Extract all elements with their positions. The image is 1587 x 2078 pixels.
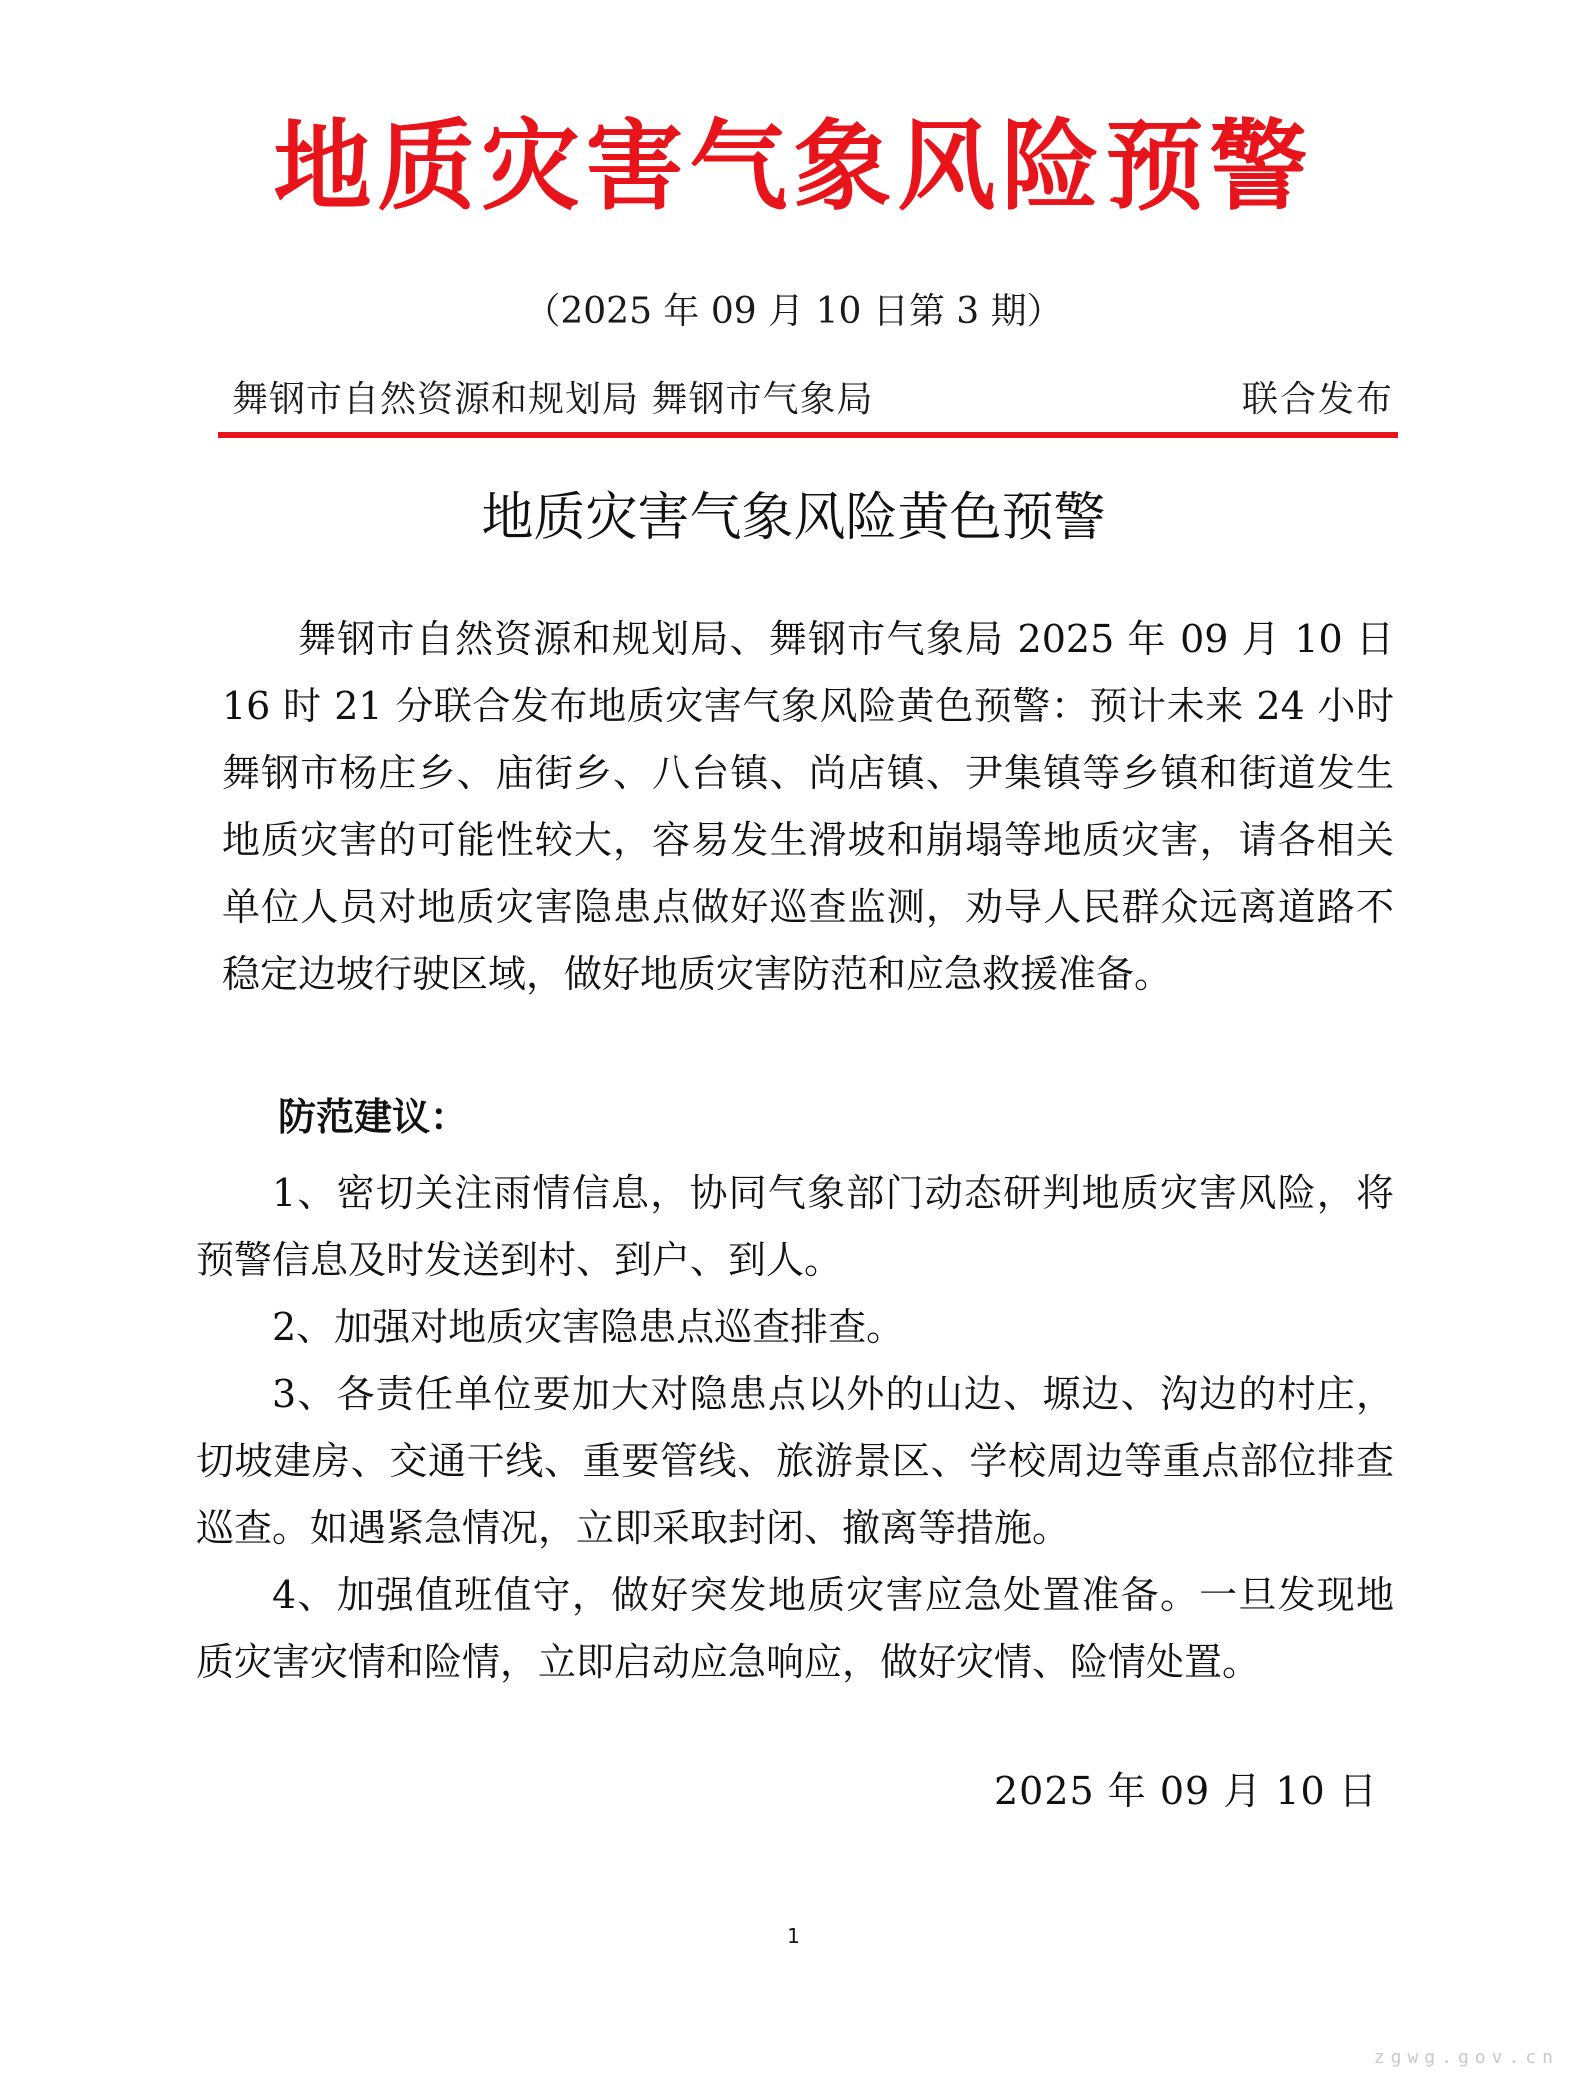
- joint-release-label: 联合发布: [1241, 379, 1394, 420]
- suggestion-item: 3、各责任单位要加大对隐患点以外的山边、塬边、沟边的村庄，切坡建房、交通干线、重要管线、旅游景区、学校周边等重点部位排查巡查。如遇紧急情况，立即采取封闭、撤离等措施。: [196, 1372, 1394, 1550]
- suggestion-item: 1、密切关注雨情信息，协同气象部门动态研判地质灾害风险，将预警信息及时发送到村、到户、到人。: [196, 1171, 1394, 1282]
- suggestions-heading: 防范建议：: [278, 1095, 469, 1139]
- page-number: 1: [787, 1924, 800, 1948]
- site-watermark: zgwg.gov.cn: [1373, 2047, 1559, 2068]
- suggestions-list: [196, 1160, 1394, 1696]
- issue-number: （2025 年 09 月 10 日第 3 期）: [524, 291, 1063, 332]
- warning-body-paragraph: 舞钢市自然资源和规划局、舞钢市气象局 2025 年 09 月 10 日 16 时 21 分联合发布地质灾害气象风险黄色预警：预计未来 24 小时舞钢市杨庄乡、庙街乡、八台镇、尚店镇、尹集镇等乡镇和街道发生地质灾害的可能性较大，容易发生滑坡和崩塌等地质灾害，请各相关单位人员对地质灾害隐患点做好巡查监测，劝导人民群众远离道路不稳定边坡行驶区域，做好地质灾害防范和应急救援准备。: [222, 617, 1394, 996]
- issuing-agencies: 舞钢市自然资源和规划局 舞钢市气象局: [232, 379, 874, 420]
- red-divider: [218, 432, 1398, 438]
- masthead-title: 地质灾害气象风险预警: [273, 110, 1314, 224]
- suggestion-item: 2、加强对地质灾害隐患点巡查排查。: [272, 1305, 905, 1349]
- issuers-row: [232, 379, 1394, 430]
- document-title: 地质灾害气象风险黄色预警: [481, 488, 1106, 548]
- signature-date: 2025 年 09 月 10 日: [994, 1769, 1378, 1813]
- suggestion-item: 4、加强值班值守，做好突发地质灾害应急处置准备。一旦发现地质灾害灾情和险情，立即启动应急响应，做好灾情、险情处置。: [196, 1573, 1394, 1684]
